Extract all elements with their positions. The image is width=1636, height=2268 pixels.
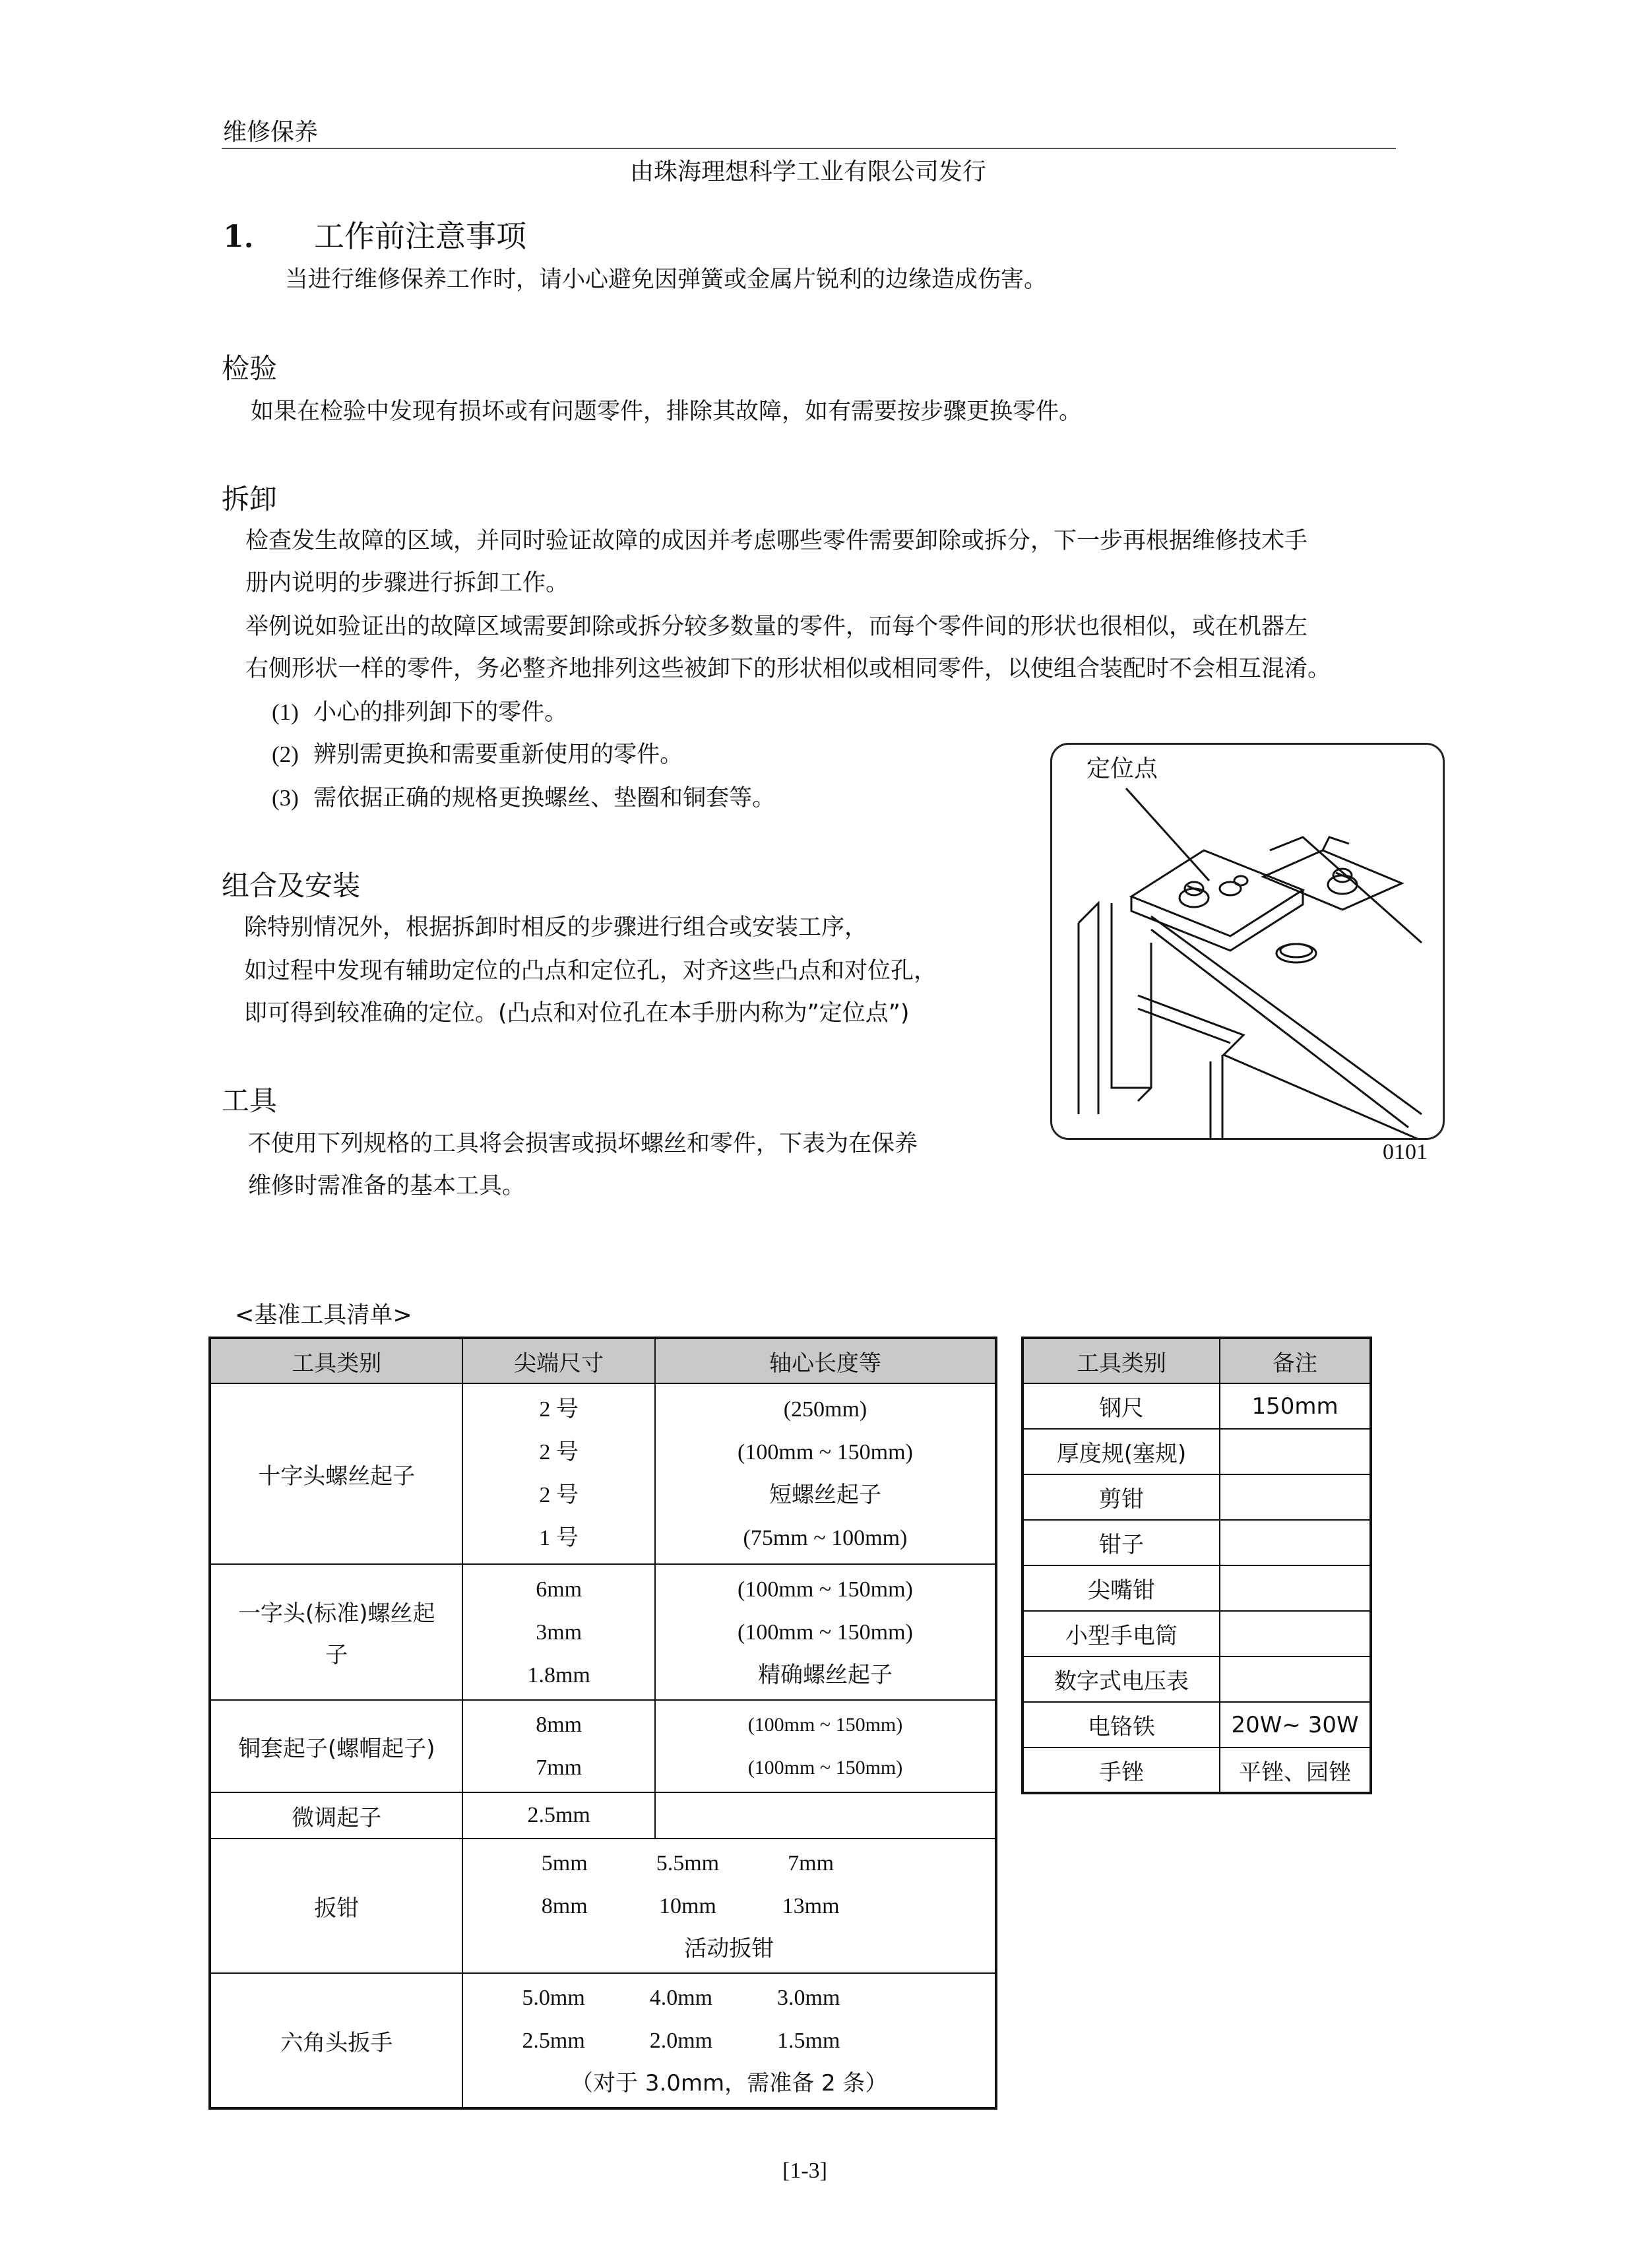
col-header: 工具类别 (210, 1338, 462, 1383)
tools-line: 维修时需准备的基本工具。 (248, 1173, 526, 1199)
tool-name: 厚度规(塞规) (1022, 1429, 1220, 1474)
step-text: 辨别需更换和需要重新使用的零件。 (313, 741, 683, 768)
size-value: 7mm (788, 1850, 834, 1875)
tool-note (1220, 1474, 1371, 1520)
empty-cell (655, 1792, 996, 1839)
figure-code: 0101 (1383, 1140, 1428, 1164)
tool-name-line: 子 (325, 1642, 348, 1668)
size-value: 10mm (658, 1893, 716, 1918)
tool-name: 铜套起子(螺帽起子) (210, 1700, 462, 1792)
length-value: (250mm) (783, 1397, 867, 1422)
tip-value: 2.5mm (462, 1792, 655, 1839)
shaft-lengths (655, 1564, 996, 1700)
tool-note (1220, 1611, 1371, 1656)
step-text: 需依据正确的规格更换螺丝、垫圈和铜套等。 (313, 785, 776, 811)
disassembly-line: 举例说如验证出的故障区域需要卸除或拆分较多数量的零件，而每个零件间的形状也很相似，或在机器左 (245, 614, 1308, 640)
table-row (1022, 1748, 1371, 1793)
length-value: 短螺丝起子 (769, 1482, 881, 1508)
length-value: (100mm ~ 150mm) (738, 1620, 913, 1645)
section-intro: 当进行维修保养工作时，请小心避免因弹簧或金属片锐利的边缘造成伤害。 (285, 267, 1048, 293)
disassembly-line: 检查发生故障的区域，并同时验证故障的成因并考虑哪些零件需要卸除或拆分，下一步再根据维修技术手 (245, 528, 1308, 554)
section-title-text: 工作前注意事项 (314, 218, 527, 254)
disassembly-heading: 拆卸 (222, 483, 278, 515)
table-row (210, 1792, 996, 1839)
tool-name: 尖嘴钳 (1022, 1565, 1220, 1611)
assembly-heading: 组合及安装 (222, 869, 361, 902)
tool-name: 微调起子 (210, 1792, 462, 1839)
col-header: 尖端尺寸 (462, 1338, 655, 1383)
tools-heading: 工具 (222, 1085, 278, 1117)
bracket-illustration (1052, 745, 1443, 1138)
length-value: (100mm ~ 150mm) (747, 1714, 903, 1736)
table-row (210, 1839, 996, 1973)
step-item (272, 694, 567, 727)
tool-name: 小型手电筒 (1022, 1611, 1220, 1656)
table-row (1022, 1520, 1371, 1565)
table-title: <基准工具清单> (235, 1302, 412, 1329)
size-value: 5.0mm (522, 1985, 585, 2010)
table-row (1022, 1611, 1371, 1656)
tool-name-line: 一字头(标准)螺丝起 (237, 1600, 435, 1627)
size-value: 5mm (541, 1850, 588, 1875)
table-row (210, 1383, 996, 1564)
tip-value: 2 号 (539, 1483, 579, 1507)
tool-note (1220, 1565, 1371, 1611)
tip-value: 8mm (536, 1713, 582, 1737)
tool-note: 150mm (1220, 1383, 1371, 1429)
step-number: (3) (272, 785, 299, 811)
size-row (503, 1885, 872, 1928)
tool-list-table (208, 1337, 997, 2110)
size-value: 2.5mm (522, 2028, 585, 2053)
tip-value: 2 号 (539, 1440, 579, 1465)
tool-name (210, 1564, 462, 1700)
length-value: (75mm ~ 100mm) (743, 1526, 908, 1550)
col-header: 备注 (1220, 1338, 1371, 1383)
size-value: 3.0mm (777, 1985, 840, 2010)
figure-label: 定位点 (1086, 755, 1158, 782)
tool-name: 扳钳 (210, 1839, 462, 1973)
positioning-point-figure (1050, 743, 1445, 1140)
assembly-line: 除特别情况外，根据拆卸时相反的步骤进行组合或安装工序， (244, 914, 868, 941)
size-note: （对于 3.0mm，需准备 2 条） (571, 2069, 888, 2096)
wrench-sizes (462, 1839, 996, 1973)
table-row (1022, 1656, 1371, 1702)
tool-name: 数字式电压表 (1022, 1656, 1220, 1702)
section-title (223, 212, 526, 256)
tool-name: 钢尺 (1022, 1383, 1220, 1429)
tool-note (1220, 1429, 1371, 1474)
col-header: 轴心长度等 (655, 1338, 996, 1383)
tool-note (1220, 1520, 1371, 1565)
size-row (489, 1976, 872, 2019)
size-value: 8mm (541, 1893, 588, 1918)
size-row (489, 2019, 872, 2062)
tool-name: 剪钳 (1022, 1474, 1220, 1520)
size-value: 4.0mm (649, 1985, 713, 2010)
tip-sizes (462, 1383, 655, 1564)
tip-value: 7mm (536, 1755, 582, 1780)
table-row (1022, 1565, 1371, 1611)
inspection-heading: 检验 (222, 352, 278, 385)
tip-sizes (462, 1700, 655, 1792)
size-value: 1.5mm (777, 2028, 840, 2053)
size-note: 活动扳钳 (684, 1935, 774, 1962)
tool-name: 电铬铁 (1022, 1702, 1220, 1748)
tip-value: 6mm (536, 1577, 582, 1602)
table-row (210, 1973, 996, 2108)
table-row (1022, 1383, 1371, 1429)
header-section-label: 维修保养 (223, 119, 319, 146)
assembly-line: 即可得到较准确的定位。(凸点和对位孔在本手册内称为”定位点”) (244, 1000, 910, 1026)
size-value: 2.0mm (649, 2028, 713, 2053)
table-row (210, 1564, 996, 1700)
step-item (272, 736, 683, 769)
tools-line: 不使用下列规格的工具将会损害或损坏螺丝和零件，下表为在保养 (248, 1131, 918, 1157)
step-number: (2) (272, 741, 299, 767)
tool-name: 十字头螺丝起子 (210, 1383, 462, 1564)
tool-name: 钳子 (1022, 1520, 1220, 1565)
inspection-text: 如果在检验中发现有损坏或有问题零件，排除其故障，如有需要按步骤更换零件。 (251, 398, 1083, 425)
tool-note: 平锉、园锉 (1220, 1748, 1371, 1793)
tip-value: 1 号 (539, 1526, 579, 1550)
side-tool-table (1021, 1337, 1372, 1794)
disassembly-line: 册内说明的步骤进行拆卸工作。 (245, 570, 569, 596)
col-header: 工具类别 (1022, 1338, 1220, 1383)
shaft-lengths (655, 1700, 996, 1792)
table-row (210, 1700, 996, 1792)
length-value: (100mm ~ 150mm) (747, 1757, 903, 1779)
size-value: 5.5mm (656, 1850, 720, 1875)
table-row (1022, 1702, 1371, 1748)
size-row (503, 1842, 872, 1885)
length-value: (100mm ~ 150mm) (738, 1577, 913, 1602)
table-row (1022, 1474, 1371, 1520)
tip-value: 2 号 (539, 1397, 579, 1422)
tool-name: 手锉 (1022, 1748, 1220, 1793)
tool-note (1220, 1656, 1371, 1702)
length-value: (100mm ~ 150mm) (738, 1440, 913, 1465)
page-number: [1-3] (782, 2158, 827, 2183)
header-rule (222, 148, 1396, 149)
step-text: 小心的排列卸下的零件。 (313, 699, 568, 726)
table-header-row (1022, 1338, 1371, 1383)
tool-name: 六角头扳手 (210, 1973, 462, 2108)
size-value: 13mm (782, 1893, 840, 1918)
hex-sizes (462, 1973, 996, 2108)
step-item (272, 780, 775, 813)
tool-note: 20W~ 30W (1220, 1702, 1371, 1748)
length-value: 精确螺丝起子 (757, 1661, 893, 1688)
assembly-line: 如过程中发现有辅助定位的凸点和定位孔，对齐这些凸点和对位孔， (244, 958, 937, 984)
step-number: (1) (272, 699, 299, 725)
table-header-row (210, 1338, 996, 1383)
tip-value: 1.8mm (527, 1662, 590, 1687)
tip-sizes (462, 1564, 655, 1700)
table-row (1022, 1429, 1371, 1474)
publisher-line: 由珠海理想科学工业有限公司发行 (629, 158, 986, 185)
tip-value: 3mm (536, 1620, 582, 1645)
disassembly-line: 右侧形状一样的零件，务必整齐地排列这些被卸下的形状相似或相同零件，以使组合装配时不会相互混淆。 (245, 656, 1331, 682)
section-number: 1． (223, 218, 275, 254)
shaft-lengths (655, 1383, 996, 1564)
